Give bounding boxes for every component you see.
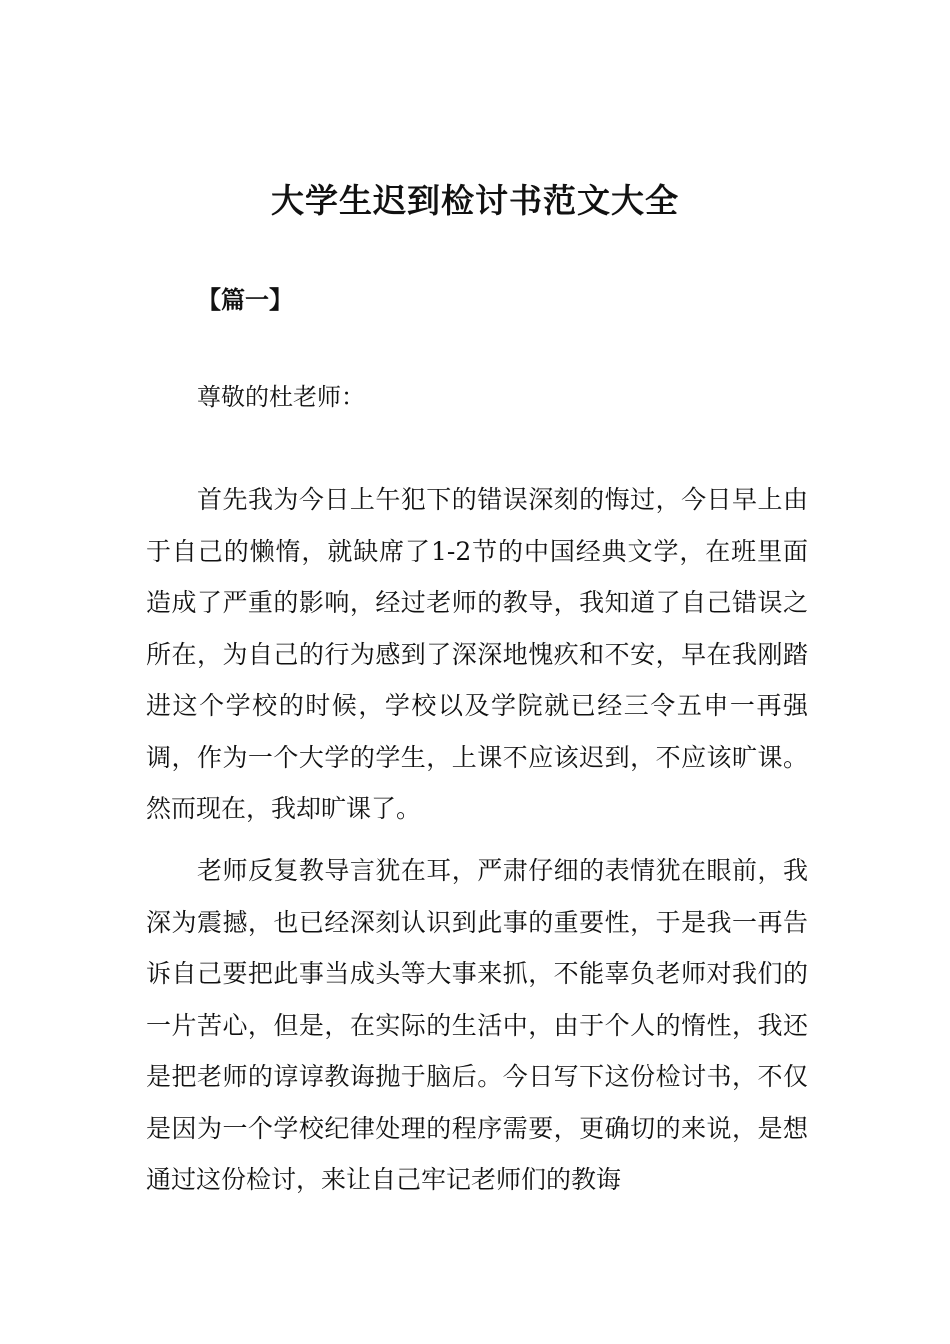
section-label: 【篇一】 bbox=[197, 286, 293, 314]
salutation: 尊敬的杜老师： bbox=[197, 383, 365, 411]
body-paragraph: 首先我为今日上午犯下的错误深刻的悔过，今日早上由于自己的懒惰，就缺席了1-2节的中国经典文学，在班里面造成了严重的影响，经过老师的教导，我知道了自己错误之所在，为自己的行为感到了深深地愧疚和不安，早在我刚踏进这个学校的时候，学校以及学院就已经三令五申一再强调，作为一个大学的学生，上课不应该迟到，不应该旷课。然而现在，我却旷课了。 bbox=[146, 485, 808, 823]
body-paragraph: 老师反复教导言犹在耳，严肃仔细的表情犹在眼前，我深为震撼，也已经深刻认识到此事的重要性，于是我一再告诉自己要把此事当成头等大事来抓，不能辜负老师对我们的一片苦心，但是，在实际的生活中，由于个人的惰性，我还是把老师的谆谆教诲抛于脑后。今日写下这份检讨书，不仅是因为一个学校纪律处理的程序需要，更确切的来说，是想通过这份检讨，来让自己牢记老师们的教诲 bbox=[146, 856, 808, 1194]
document-title: 大学生迟到检讨书范文大全 bbox=[271, 181, 679, 220]
